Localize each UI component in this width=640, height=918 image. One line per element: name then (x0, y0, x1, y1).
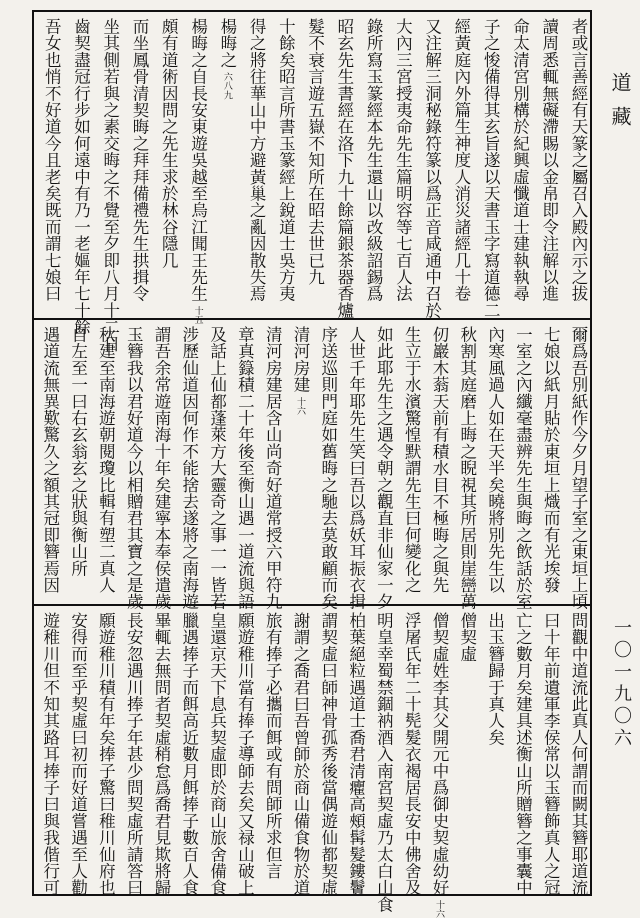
text-column: 仞巖木蓊天前有積水目不極晦之與先 (429, 326, 449, 594)
text-column: 經黃庭內外篇生神度人消災諸經几十卷 (451, 18, 471, 302)
text-column: 者或言善經有天篆之屬召入殿內示之拔 (568, 18, 588, 302)
text-column: 清河房建居含山尚奇好道常授六甲符九 (263, 326, 283, 610)
panel-middle (34, 320, 590, 610)
text-column: 亡之數月矣建具述衡山所贈簪之事囊中 (513, 612, 533, 896)
text-column: 願遊稚川當有捧子導師去矣又禄山破上 (235, 612, 255, 896)
collection-title: 道藏 (608, 72, 632, 140)
text-column: 得之將往華山中方避黃巢之亂因散失焉 (247, 18, 267, 302)
inline-note: 十五 (192, 305, 203, 325)
text-column: 秋割其庭磨上晦之睨視其所居則崖巒萬 (457, 326, 477, 610)
text-column: 臘遇捧子而餌高近數月餌捧子數百人食 (179, 612, 199, 896)
text-column: 齒契盡冠行步如何遠中有乃一老嫗年七十餘 (71, 18, 91, 336)
text-column: 秋建至南海遊朝閱瓊比輯有塑二真人 (96, 326, 116, 594)
text-column: 玉簪我以君好道今以相贈君其寶之是歲 (124, 326, 144, 610)
text-column: 願遊稚川積有年矣捧子驚曰稚川仙府也 (96, 612, 116, 896)
inline-note: 十六 (433, 899, 444, 918)
text-column: 謂吾余常遊南海十年矣建寧本奉侯遣歲 (151, 326, 171, 610)
text-column: 而坐鳳骨清契晦之拜拜備禮先生拱揖令 (130, 18, 150, 302)
text-column: 安得而至乎契虛曰初而好道嘗遇至人勸 (68, 612, 88, 896)
text-column: 遊稚川但不知其路耳捧子曰與我偕行可 (40, 612, 60, 896)
text-column: 旅有捧子必攜而餌或有問師所求但言 (263, 612, 283, 880)
text-column: 浮屠氏年二十髡髮衣褐居長安中佛舍及 (402, 612, 422, 896)
text-column: 僧契虛姓李其父開元中爲御史契虛幼好十六 (429, 612, 449, 918)
text-column: 章真籙積二十年後至衡山遇一道流與語 (235, 326, 255, 610)
text-column: 明皇幸蜀禁錮衲酒入南宮契虛乃太白山食 (374, 612, 394, 913)
text-column: 謝謂之喬君曰吾曾師於商山備食物於道 (290, 612, 310, 896)
text-column: 吾女也悄不好道今且老矣既而謂七娘曰 (42, 18, 62, 302)
text-column: 坐其側若與之素交晦之不覺至夕即八月十二日 (100, 18, 120, 352)
text-column: 昭玄先生書經在洛下九十餘篇銀茶器香爐 (334, 18, 354, 319)
text-column: 曰十年前遺軍李侯常以玉簪飾真人之冠 (541, 612, 561, 896)
text-column: 楊晦之自長安東遊吳越至烏江聞王先生十五 (188, 18, 208, 325)
text-column: 問觀中道流此真人何謂而闕其簪耶道流 (568, 612, 588, 896)
text-column: 子之悛備得其玄旨遂以天書玉字寫道德二 (481, 18, 501, 319)
text-column: 大內三宮授夷命先生篇明容等七百人法 (393, 18, 413, 302)
text-column: 人世千年耶先生笑曰吾以爲妖耳振衣揖 (346, 326, 366, 610)
text-column: 皇還京天下息兵契虛即於商山旅舍備食 (207, 612, 227, 896)
text-column: 又注解三洞秘錄符篆以爲正音咸通中召於 (422, 18, 442, 319)
panel-bottom (34, 606, 590, 918)
text-column: 涉歷仙道因何作不能捨去遂將之南海遊 (179, 326, 199, 610)
text-column: 爾爲吾別紙作今夕月望子室之東垣上頃 (568, 326, 588, 610)
text-column: 楊晦之六八九 (217, 18, 237, 100)
text-column: 遇道流無異歎驚久之額其冠即簪焉因 (40, 326, 60, 594)
text-column: 讀周悉輒無礙滯賜以金帛即令注解以進 (539, 18, 559, 302)
text-column: 頗有道術因問之先生求於林谷隱几 (159, 18, 179, 269)
inline-note: 十六 (294, 396, 305, 416)
text-column: 內寒風過人如在天半矣曉將別先生以 (485, 326, 505, 594)
text-column: 如此耶先生之遇令朝之觀直非仙家一夕 (374, 326, 394, 610)
text-column: 畢輒去無問者契虛稍怠爲喬君見欺將歸 (151, 612, 171, 896)
text-column: 七娘以紙月貼於東垣上熾而有光埃發 (541, 326, 561, 594)
text-column: 一室之內纖毫盡辨先生與晦之飲話於室 (513, 326, 533, 610)
page-number: 一〇一九〇六 (611, 618, 632, 750)
text-column: 序送巡則門庭如舊晦之馳去莫敢顧而矣 (318, 326, 338, 610)
text-column: 自左至一曰右玄翁玄之狀與衡山所 (68, 326, 88, 577)
text-column: 長安忽遇川捧子年甚少問契虛所請答曰 (124, 612, 144, 896)
text-column: 髮不衰言遊五嶽不知所在昭去世已九 (305, 18, 325, 286)
text-column: 謂契虛曰師神骨孤秀後當偶遊仙都契虛 (318, 612, 338, 896)
text-column: 生立于水濱驚惶默謂先生曰何變化之 (402, 326, 422, 594)
text-column: 僧契虛 (457, 612, 477, 663)
text-column: 命太清宮別構於紀興虛懺道士建執執尋 (510, 18, 530, 302)
text-column: 錄所寫玉篆經本先生還山以改級詔錫爲 (364, 18, 384, 302)
inline-note: 六八九 (221, 72, 232, 100)
text-column: 柏葉絕粒遇道士喬君清癯高頰髯髮鏤鬢 (346, 612, 366, 896)
text-column: 十餘矣昭言所書玉篆經上銳道士吳方夷 (276, 18, 296, 302)
text-column: 清河房建十六 (290, 326, 310, 416)
text-column: 出玉簪歸于真人矣 (485, 612, 505, 746)
text-column: 及話上仙都蓬萊方大靈奇之事一一皆若 (207, 326, 227, 610)
panel-top (34, 12, 590, 352)
